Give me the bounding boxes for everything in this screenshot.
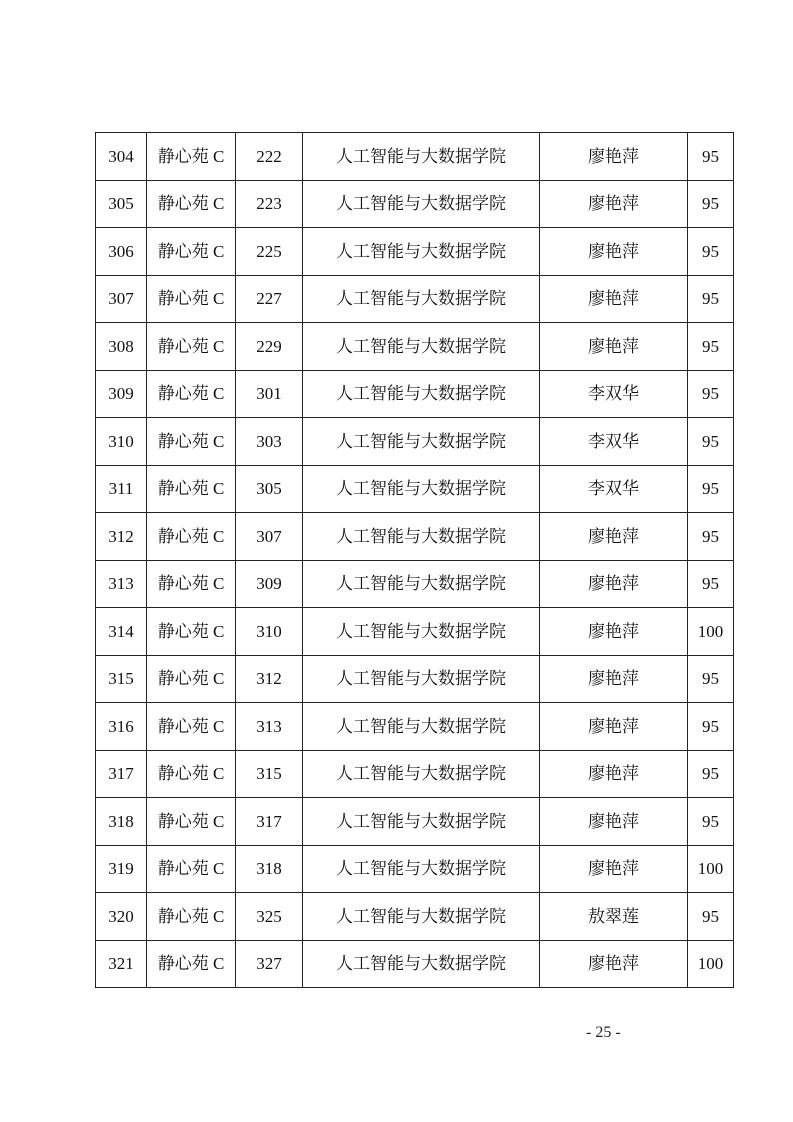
building-cell: 静心苑 C [147,845,236,893]
building-cell: 静心苑 C [147,323,236,371]
college-cell: 人工智能与大数据学院 [303,560,540,608]
table-row [96,513,734,561]
score-cell: 95 [688,465,734,513]
score-cell: 100 [688,608,734,656]
table-row [96,560,734,608]
counselor-cell: 廖艳萍 [540,133,688,181]
college-cell: 人工智能与大数据学院 [303,798,540,846]
building-cell: 静心苑 C [147,798,236,846]
building-cell: 静心苑 C [147,370,236,418]
table-row [96,418,734,466]
room-number-cell: 309 [236,560,303,608]
score-cell: 95 [688,513,734,561]
building-cell: 静心苑 C [147,940,236,988]
counselor-cell: 廖艳萍 [540,703,688,751]
table-row [96,608,734,656]
college-cell: 人工智能与大数据学院 [303,275,540,323]
score-cell: 95 [688,418,734,466]
table-row [96,465,734,513]
table-body [96,133,734,988]
table-row [96,750,734,798]
counselor-cell: 廖艳萍 [540,513,688,561]
counselor-cell: 廖艳萍 [540,845,688,893]
row-number-cell: 309 [96,370,147,418]
table-row [96,133,734,181]
room-number-cell: 222 [236,133,303,181]
score-cell: 95 [688,655,734,703]
college-cell: 人工智能与大数据学院 [303,703,540,751]
building-cell: 静心苑 C [147,180,236,228]
room-number-cell: 327 [236,940,303,988]
score-cell: 95 [688,275,734,323]
row-number-cell: 314 [96,608,147,656]
score-cell: 100 [688,845,734,893]
college-cell: 人工智能与大数据学院 [303,465,540,513]
building-cell: 静心苑 C [147,513,236,561]
counselor-cell: 廖艳萍 [540,750,688,798]
score-cell: 95 [688,323,734,371]
row-number-cell: 312 [96,513,147,561]
row-number-cell: 318 [96,798,147,846]
room-number-cell: 223 [236,180,303,228]
score-cell: 95 [688,560,734,608]
counselor-cell: 李双华 [540,418,688,466]
counselor-cell: 廖艳萍 [540,323,688,371]
building-cell: 静心苑 C [147,418,236,466]
page-number: - 25 - [586,1024,621,1041]
room-number-cell: 303 [236,418,303,466]
building-cell: 静心苑 C [147,560,236,608]
building-cell: 静心苑 C [147,133,236,181]
row-number-cell: 317 [96,750,147,798]
building-cell: 静心苑 C [147,703,236,751]
room-number-cell: 310 [236,608,303,656]
row-number-cell: 311 [96,465,147,513]
row-number-cell: 321 [96,940,147,988]
college-cell: 人工智能与大数据学院 [303,133,540,181]
row-number-cell: 308 [96,323,147,371]
counselor-cell: 廖艳萍 [540,655,688,703]
college-cell: 人工智能与大数据学院 [303,608,540,656]
building-cell: 静心苑 C [147,275,236,323]
score-cell: 95 [688,798,734,846]
row-number-cell: 305 [96,180,147,228]
counselor-cell: 李双华 [540,370,688,418]
score-cell: 95 [688,703,734,751]
table-row [96,893,734,941]
table-row [96,940,734,988]
table-row [96,798,734,846]
counselor-cell: 廖艳萍 [540,940,688,988]
building-cell: 静心苑 C [147,465,236,513]
row-number-cell: 315 [96,655,147,703]
counselor-cell: 李双华 [540,465,688,513]
counselor-cell: 廖艳萍 [540,228,688,276]
room-number-cell: 305 [236,465,303,513]
room-number-cell: 315 [236,750,303,798]
college-cell: 人工智能与大数据学院 [303,655,540,703]
row-number-cell: 313 [96,560,147,608]
table-row [96,370,734,418]
room-number-cell: 227 [236,275,303,323]
score-cell: 95 [688,370,734,418]
college-cell: 人工智能与大数据学院 [303,845,540,893]
score-cell: 100 [688,940,734,988]
college-cell: 人工智能与大数据学院 [303,750,540,798]
counselor-cell: 廖艳萍 [540,275,688,323]
score-cell: 95 [688,228,734,276]
row-number-cell: 319 [96,845,147,893]
row-number-cell: 310 [96,418,147,466]
room-number-cell: 301 [236,370,303,418]
row-number-cell: 306 [96,228,147,276]
building-cell: 静心苑 C [147,893,236,941]
college-cell: 人工智能与大数据学院 [303,893,540,941]
college-cell: 人工智能与大数据学院 [303,323,540,371]
score-cell: 95 [688,180,734,228]
college-cell: 人工智能与大数据学院 [303,940,540,988]
row-number-cell: 304 [96,133,147,181]
table-row [96,703,734,751]
room-number-cell: 325 [236,893,303,941]
counselor-cell: 廖艳萍 [540,180,688,228]
score-cell: 95 [688,750,734,798]
row-number-cell: 316 [96,703,147,751]
row-number-cell: 320 [96,893,147,941]
college-cell: 人工智能与大数据学院 [303,370,540,418]
table-row [96,180,734,228]
table-row [96,275,734,323]
score-cell: 95 [688,893,734,941]
dormitory-score-table [95,132,734,988]
table-row [96,655,734,703]
building-cell: 静心苑 C [147,608,236,656]
counselor-cell: 廖艳萍 [540,560,688,608]
room-number-cell: 225 [236,228,303,276]
college-cell: 人工智能与大数据学院 [303,513,540,561]
room-number-cell: 317 [236,798,303,846]
room-number-cell: 313 [236,703,303,751]
building-cell: 静心苑 C [147,228,236,276]
counselor-cell: 廖艳萍 [540,608,688,656]
room-number-cell: 229 [236,323,303,371]
table-row [96,845,734,893]
row-number-cell: 307 [96,275,147,323]
dormitory-score-table-wrapper [95,132,734,988]
counselor-cell: 敖翠莲 [540,893,688,941]
score-cell: 95 [688,133,734,181]
college-cell: 人工智能与大数据学院 [303,180,540,228]
room-number-cell: 307 [236,513,303,561]
college-cell: 人工智能与大数据学院 [303,418,540,466]
table-row [96,228,734,276]
college-cell: 人工智能与大数据学院 [303,228,540,276]
counselor-cell: 廖艳萍 [540,798,688,846]
building-cell: 静心苑 C [147,655,236,703]
table-row [96,323,734,371]
room-number-cell: 318 [236,845,303,893]
building-cell: 静心苑 C [147,750,236,798]
room-number-cell: 312 [236,655,303,703]
